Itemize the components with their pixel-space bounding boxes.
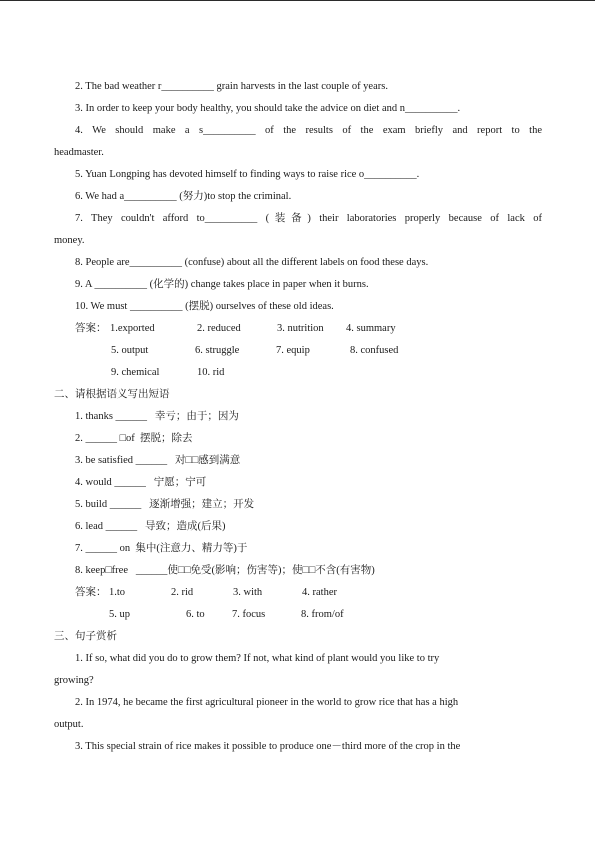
sentence-2-line-1: 2. In 1974, he became the first agricultural pioneer in the world to grow rice that has a high — [75, 697, 459, 708]
section-2-heading: 二、请根据语义写出短语 — [54, 389, 170, 400]
document-body — [54, 76, 542, 758]
sentence-1-line-1: 1. If so, what did you do to grow them? If not, what kind of plant would you like to try — [75, 653, 440, 664]
answer-item: 9. chemical — [111, 367, 160, 378]
answer-item: 7. focus — [232, 609, 266, 620]
answer-row — [54, 340, 542, 362]
answer-item: 4. rather — [302, 587, 337, 598]
question-7-line-2: money. — [54, 235, 85, 246]
answer-item: 10. rid — [197, 367, 225, 378]
question-9: 9. A __________ (化学的) change takes place in paper when it burns. — [75, 279, 369, 290]
question-4-line-1: 4. We should make a s__________ of the results of the exam briefly and report to the — [75, 125, 542, 136]
question-5: 5. Yuan Longping has devoted himself to finding ways to raise rice o__________. — [75, 169, 420, 180]
phrase-item: 1. thanks ______ 幸亏；由于；因为 — [75, 411, 239, 422]
answer-label: 答案： — [75, 323, 107, 334]
sentence-1-line-2: growing? — [54, 675, 94, 686]
phrase-item: 4. would ______ 宁愿；宁可 — [75, 477, 207, 488]
answer-item: 7. equip — [276, 345, 310, 356]
question-8: 8. People are__________ (confuse) about all the different labels on food these days. — [75, 257, 429, 268]
phrase-item: 5. build ______ 逐渐增强；建立；开发 — [75, 499, 255, 510]
question-10: 10. We must __________ (摆脱) ourselves of these old ideas. — [75, 301, 334, 312]
sentence-3-line-1: 3. This special strain of rice makes it possible to produce one－third more of the crop in the — [75, 741, 461, 752]
answer-item: 8. confused — [350, 345, 399, 356]
answer-item: 2. rid — [171, 587, 194, 598]
answer-item: 5. output — [111, 345, 149, 356]
answer-row — [54, 318, 542, 340]
answer-row — [54, 604, 542, 626]
top-border-line — [0, 0, 595, 1]
question-4-line-2: headmaster. — [54, 147, 104, 158]
answer-item: 6. struggle — [195, 345, 240, 356]
question-2: 2. The bad weather r__________ grain harvests in the last couple of years. — [75, 81, 388, 92]
answer-item: 5. up — [109, 609, 130, 620]
phrase-item: 3. be satisfied ______ 对□□感到满意 — [75, 455, 241, 466]
answer-item: 6. to — [186, 609, 205, 620]
phrase-item: 6. lead ______ 导致；造成(后果) — [75, 521, 226, 532]
sentence-2-line-2: output. — [54, 719, 84, 730]
answer-item: 3. with — [233, 587, 263, 598]
answer-item: 8. from/of — [301, 609, 344, 620]
answer-item: 4. summary — [346, 323, 396, 334]
answer-row — [54, 582, 542, 604]
phrase-item: 2. ______ □of 摆脱；除去 — [75, 433, 193, 444]
answer-item: 2. reduced — [197, 323, 241, 334]
answer-item: 1.exported — [110, 323, 155, 334]
question-3: 3. In order to keep your body healthy, you should take the advice on diet and n__________. — [75, 103, 461, 114]
answer-item: 1.to — [109, 587, 126, 598]
question-6: 6. We had a__________ (努力)to stop the criminal. — [75, 191, 292, 202]
phrase-item: 8. keep□free ______使□□免受(影响；伤害等)；使□□不含(有害物) — [75, 565, 375, 576]
section-3-heading: 三、句子赏析 — [54, 631, 117, 642]
question-7-line-1: 7. They couldn't afford to__________ (装备) their laboratories properly because of lack of — [75, 213, 542, 224]
answer-item: 3. nutrition — [277, 323, 324, 334]
answer-label: 答案： — [75, 587, 107, 598]
answer-row — [54, 362, 542, 384]
phrase-item: 7. ______ on 集中(注意力、精力等)于 — [75, 543, 248, 554]
